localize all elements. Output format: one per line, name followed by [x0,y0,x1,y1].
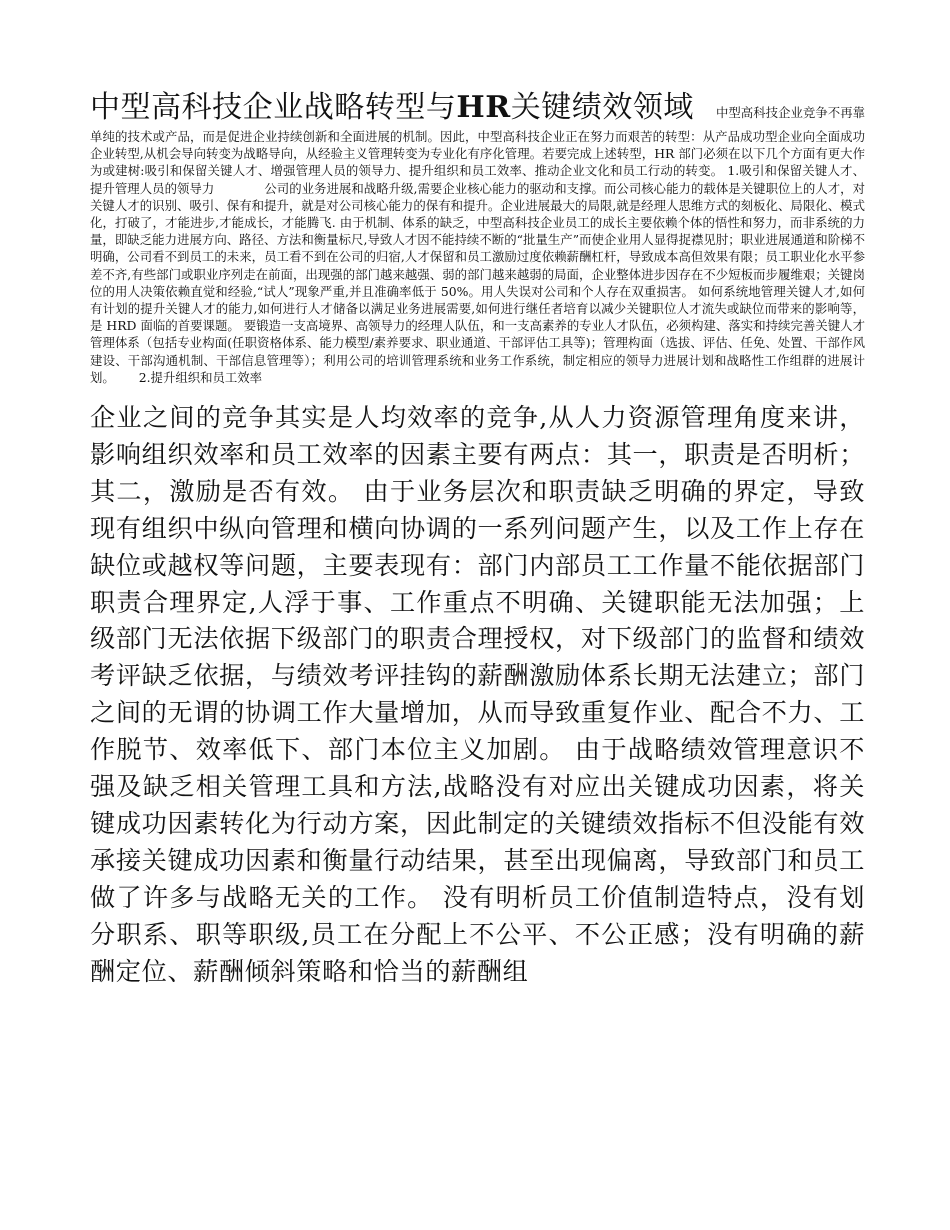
section1-body: 公司的业务进展和战略升级,需要企业核心能力的驱动和支撑。而公司核心能力的载体是关键职位上的人才，对关键人才的识别、吸引、保有和提升，就是对公司核心能力的保有和提升。企业进展最大的局限,就是经理人思维方式的刻板化、局限化、模式化，打破了，才能进步,才能成长，才能腾飞. 由于机制、体系的缺乏，中型高科技企业员工的成长主要依赖个体的悟性和努力，而非系统的力量，即缺乏能力进展方向、路径、方法和衡量标尺,导致人才因不能持续不断的“批量生产”而使企业用人显得捉襟见肘；职业进展通道和阶梯不明确，公司看不到员工的未来，员工看不到在公司的归宿,人才保留和员工激励过度依赖薪酬杠杆，导致成本高但效果有限；员工职业化水平参差不齐,有些部门或职业序列走在前面，出现强的部门越来越强、弱的部门越来越弱的局面，企业整体进步因存在不少短板而步履维艰；关键岗位的用人决策依赖直觉和经验,“试人”现象严重,并且准确率低于 50%。用人失误对公司和个人存在双重损害。 如何系统地管理关键人才,如何有计划的提升关键人才的能力,如何进行人才储备以满足业务进展需要,如何进行继任者培育以减少关键职位人才流失或缺位而带来的影响等，是 HRD 面临的首要课题。 要锻造一支高境界、高领导力的经理人队伍，和一支高素养的专业人才队伍，必须构建、落实和持续完善关键人才管理体系（包括专业构面(任职资格体系、能力模型/素养要求、职业通道、干部评估工具等)；管理构面（选拔、评估、任免、处置、干部作风建设、干部沟通机制、干部信息管理等）；利用公司的培训管理系统和业务工作系统，制定相应的领导力进展计划和战略性工作组群的进展计划。 [90,180,865,385]
title-prefix: 中型高科技企业战略转型与 [90,90,457,125]
document-header-block [90,88,865,386]
intro-paragraph: 中型高科技企业竞争不再靠单纯的技术或产品，而是促进企业持续创新和全面进展的机制。因此，中型高科技企业正在努力而艰苦的转型：从产品成功型企业向全面成功企业转型,从机会导向转变为战略导向，从经验主义管理转变为专业化有序化管理。若要完成上述转型，HR 部门必须在以下几个方面有更大作为或建树:吸引和保留关键人才、增强管理人员的领导力、提升组织和员工效率、推动企业文化和员工行动的转变。 1.吸引和保留关键人才、提升管理人员的领导力 [90,105,866,196]
document-title [90,90,694,125]
large-body-paragraph: 企业之间的竞争其实是人均效率的竞争,从人力资源管理角度来讲，影响组织效率和员工效率的因素主要有两点：其一，职责是否明析；其二，激励是否有效。 由于业务层次和职责缺乏明确的界定，导致现有组织中纵向管理和横向协调的一系列问题产生，以及工作上存在缺位或越权等问题，主要表现有：部门内部员工工作量不能依据部门职责合理界定,人浮于事、工作重点不明确、关键职能无法加强；上级部门无法依据下级部门的职责合理授权，对下级部门的监督和绩效考评缺乏依据，与绩效考评挂钩的薪酬激励体系长期无法建立；部门之间的无谓的协调工作大量增加，从而导致重复作业、配合不力、工作脱节、效率低下、部门本位主义加剧。 由于战略绩效管理意识不强及缺乏相关管理工具和方法,战略没有对应出关键成功因素，将关键成功因素转化为行动方案，因此制定的关键绩效指标不但没能有效承接关键成功因素和衡量行动结果，甚至出现偏离，导致部门和员工做了许多与战略无关的工作。 没有明析员工价值制造特点，没有划分职系、职等职级,员工在分配上不公平、不公正感；没有明确的薪酬定位、薪酬倾斜策略和恰当的薪酬组 [90,403,865,986]
title-suffix: 关键绩效领域 [510,90,694,125]
title-hr: HR [456,90,511,125]
section2-heading: 2.提升组织和员工效率 [138,369,263,385]
document-page [90,88,865,991]
